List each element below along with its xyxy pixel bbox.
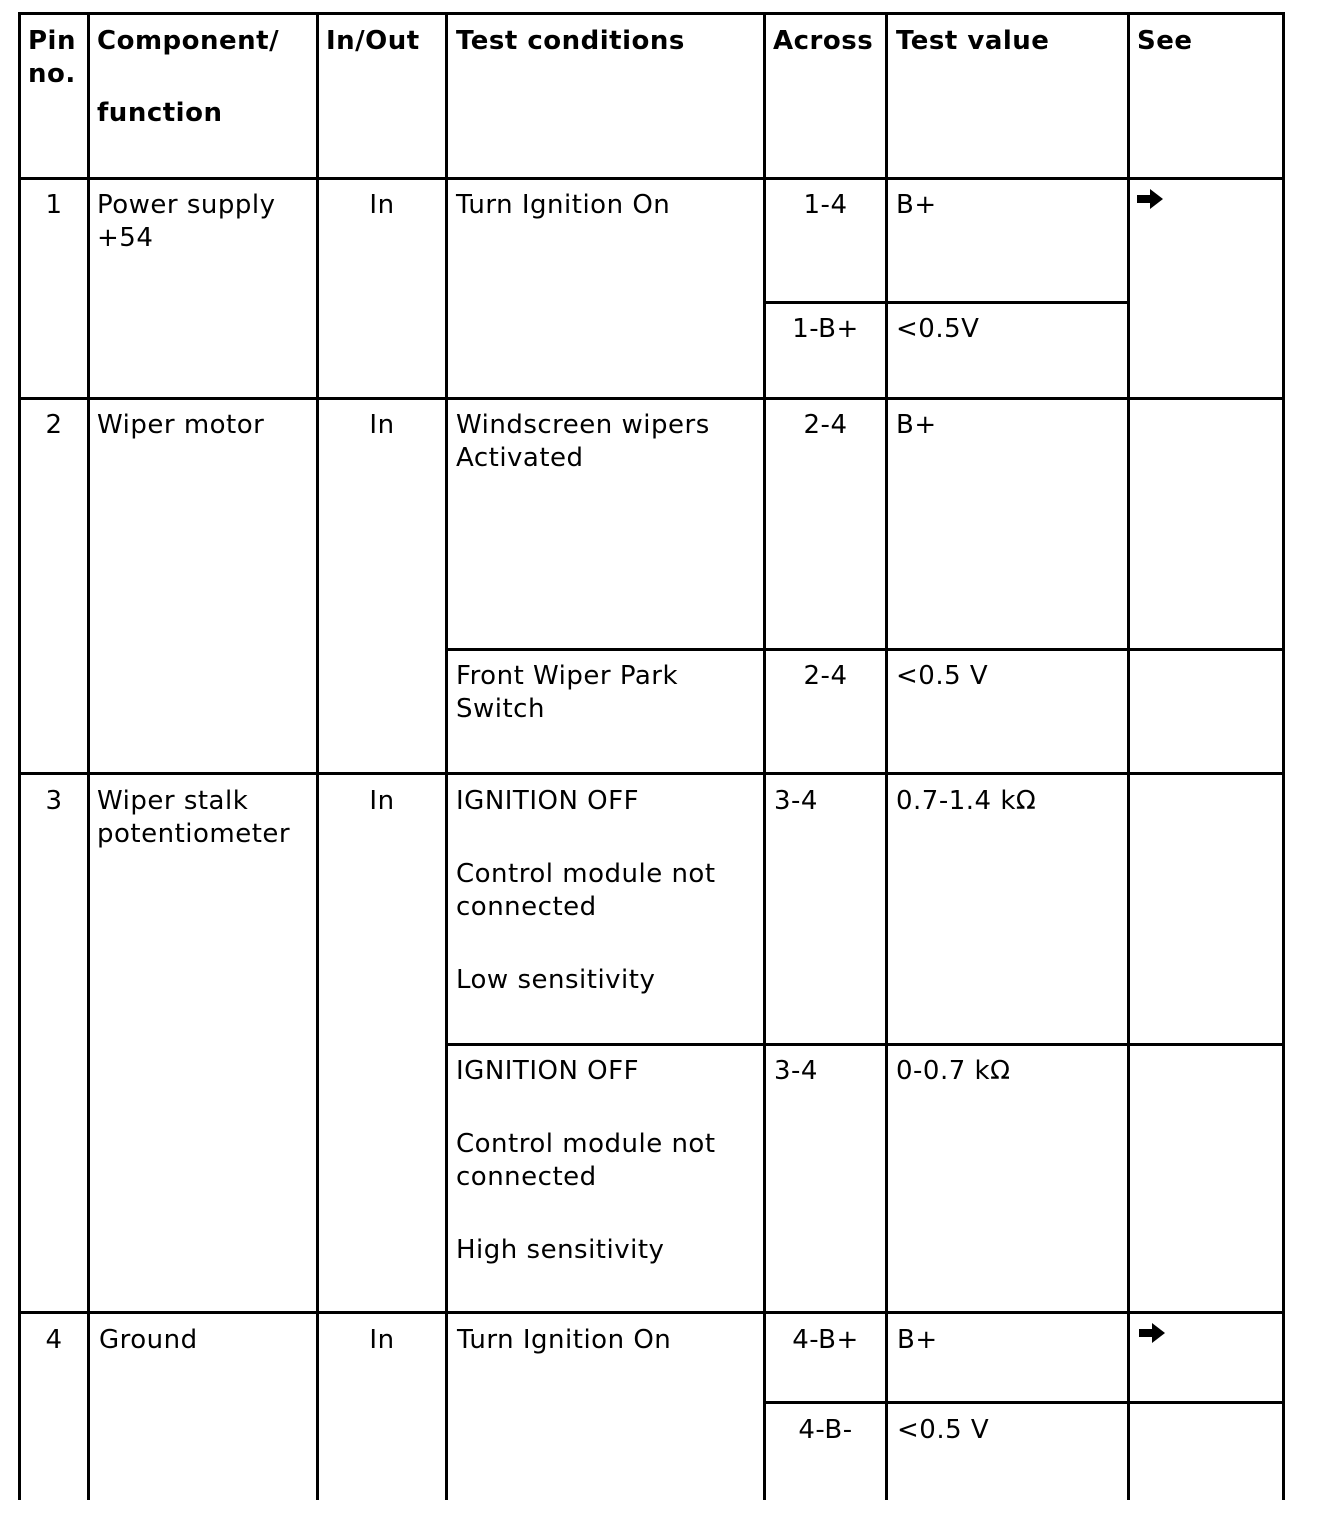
table-rule [763, 1401, 1285, 1404]
component-name: potentiometer [97, 819, 291, 849]
arrow-right-icon[interactable] [1137, 189, 1163, 209]
across-value: 1-B+ [792, 314, 859, 344]
table-rule [445, 12, 448, 1500]
test-condition: Turn Ignition On [457, 1325, 672, 1355]
test-condition: Front Wiper Park [456, 661, 679, 691]
table-rule [18, 12, 21, 1500]
table-rule [763, 12, 766, 1500]
table-rule [763, 301, 1130, 304]
header-see: See [1137, 26, 1193, 56]
test-condition: Activated [456, 443, 584, 473]
test-condition: IGNITION OFF [456, 1056, 640, 1086]
test-condition: Control module not [456, 859, 716, 889]
table-rule [316, 12, 319, 1500]
component-name: Power supply [97, 190, 276, 220]
pin-number: 2 [45, 410, 63, 440]
across-value: 4-B- [798, 1415, 853, 1445]
table-rule [18, 1311, 1285, 1314]
test-value: <0.5V [896, 314, 980, 344]
component-name: Wiper stalk [97, 786, 249, 816]
test-value: B+ [896, 410, 937, 440]
across-value: 4-B+ [792, 1325, 859, 1355]
test-condition: Turn Ignition On [456, 190, 671, 220]
across-value: 1-4 [803, 190, 848, 220]
test-condition: Switch [456, 694, 545, 724]
table-rule [18, 177, 1285, 180]
table-rule [446, 1043, 1285, 1046]
in-out-value: In [369, 410, 395, 440]
table-rule [1127, 12, 1130, 1500]
table-rule [1282, 12, 1285, 1500]
across-value: 2-4 [803, 661, 848, 691]
table-rule [18, 772, 1285, 775]
test-value: B+ [897, 1325, 938, 1355]
test-value: 0.7-1.4 kΩ [896, 786, 1037, 816]
across-value: 2-4 [803, 410, 848, 440]
test-value: 0-0.7 kΩ [896, 1056, 1011, 1086]
header-across: Across [773, 26, 874, 56]
table-rule [18, 12, 1285, 15]
pin-number: 4 [45, 1325, 63, 1355]
table-rule [446, 648, 1285, 651]
test-condition: Low sensitivity [456, 965, 656, 995]
table-rule [18, 397, 1285, 400]
test-condition: IGNITION OFF [456, 786, 640, 816]
header-component-line1: Component/ [97, 26, 280, 56]
header-component-line2: function [97, 98, 223, 128]
test-value: <0.5 V [897, 1415, 990, 1445]
component-name: Wiper motor [97, 410, 265, 440]
table-rule [87, 12, 90, 1500]
test-condition: Control module not [456, 1129, 716, 1159]
across-value: 3-4 [774, 1056, 818, 1086]
pin-number: 3 [45, 786, 63, 816]
in-out-value: In [369, 1325, 395, 1355]
across-value: 3-4 [774, 786, 818, 816]
test-value: B+ [896, 190, 937, 220]
component-name: Ground [99, 1325, 198, 1355]
header-test-value: Test value [896, 26, 1050, 56]
header-inout: In/Out [326, 26, 420, 56]
in-out-value: In [369, 786, 395, 816]
header-pin-line1: Pin [28, 26, 76, 56]
component-name: +54 [97, 223, 154, 253]
header-pin-line2: no. [28, 59, 76, 89]
arrow-right-icon[interactable] [1139, 1323, 1165, 1343]
in-out-value: In [369, 190, 395, 220]
pin-number: 1 [45, 190, 63, 220]
test-condition: connected [456, 1162, 597, 1192]
test-condition: Windscreen wipers [456, 410, 710, 440]
test-condition: High sensitivity [456, 1235, 665, 1265]
table-rule [885, 12, 888, 1500]
test-condition: connected [456, 892, 597, 922]
test-value: <0.5 V [896, 661, 989, 691]
header-test-conditions: Test conditions [456, 26, 685, 56]
